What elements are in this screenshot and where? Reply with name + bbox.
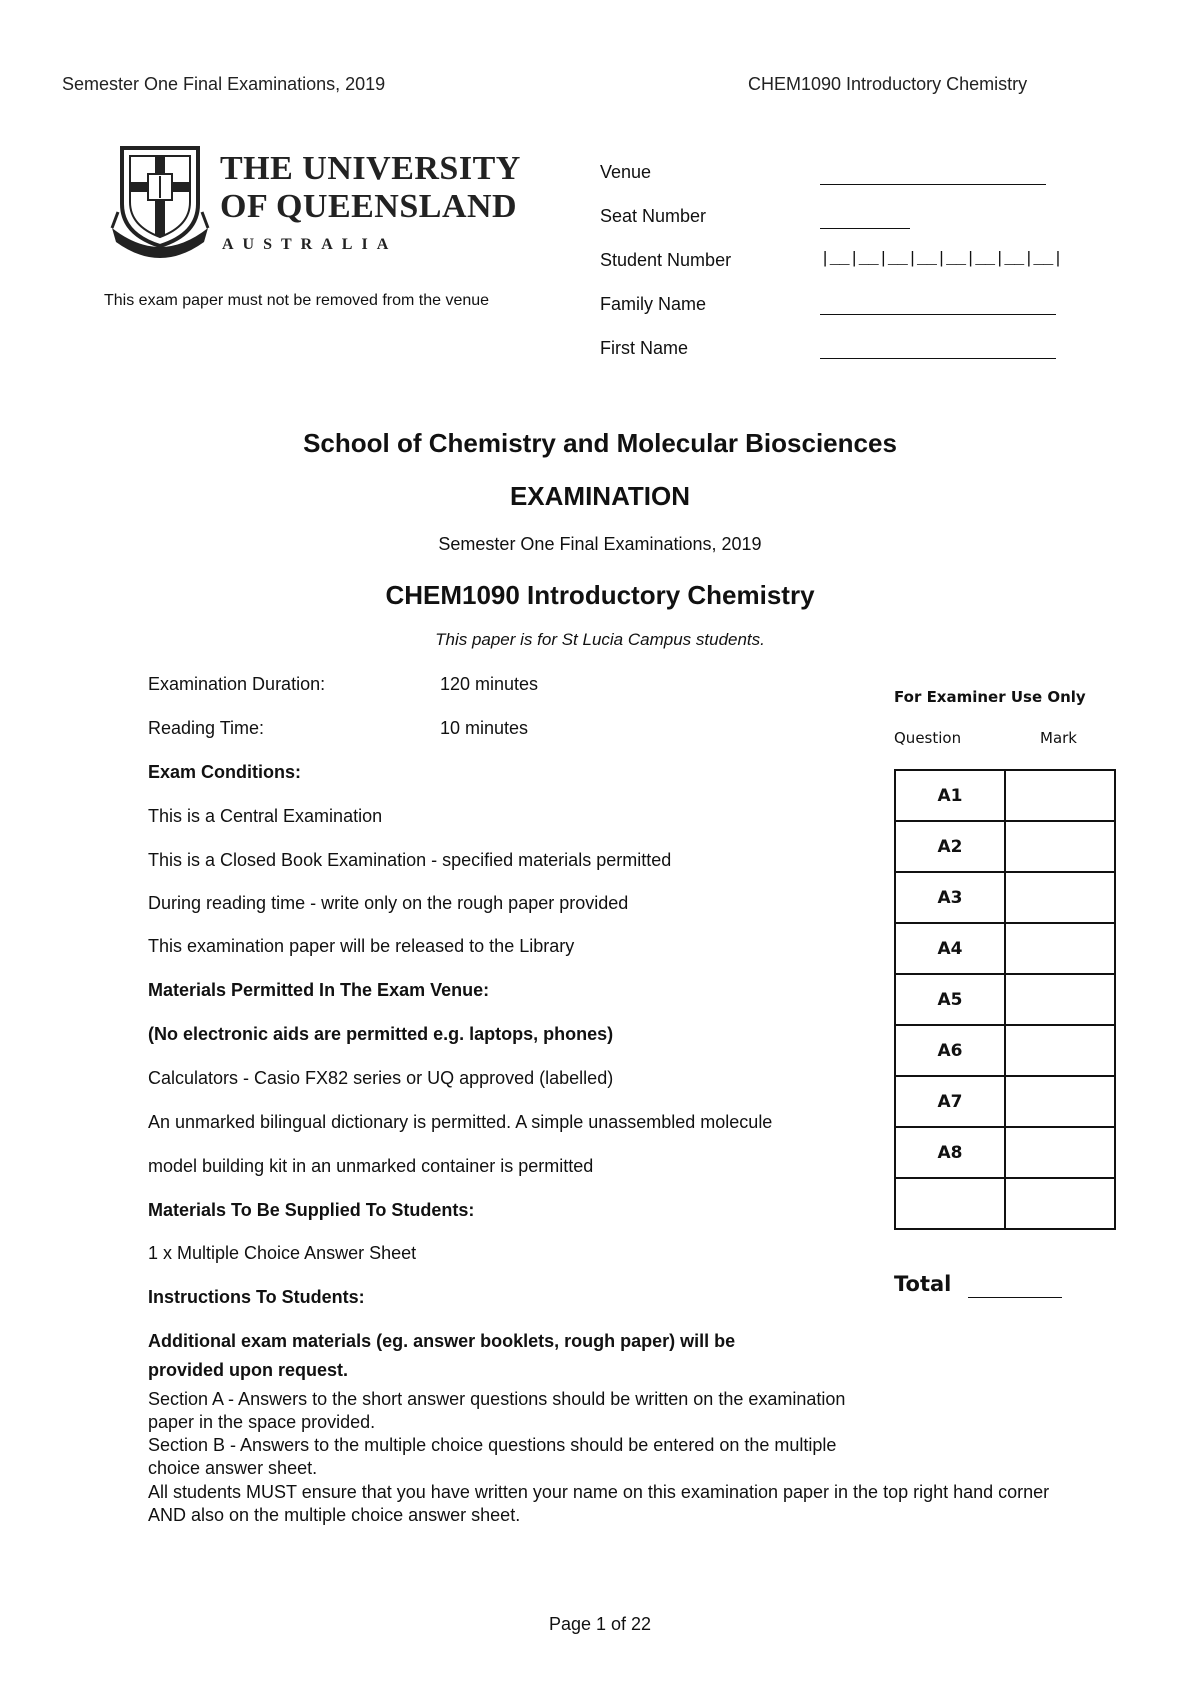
marks-row	[895, 872, 1115, 923]
question-cell: A1	[895, 770, 1005, 821]
seat-number-field[interactable]	[820, 228, 910, 229]
examiner-use-title: For Examiner Use Only	[894, 688, 1086, 706]
condition-item: This is a Closed Book Examination - specified materials permitted	[148, 850, 672, 870]
uq-logo	[108, 142, 528, 262]
question-cell: A7	[895, 1076, 1005, 1127]
marks-row	[895, 1076, 1115, 1127]
instructions-bold-line-2: provided upon request.	[148, 1360, 349, 1380]
semester-title: Semester One Final Examinations, 2019	[438, 534, 762, 554]
student-number-label: Student Number	[600, 250, 732, 270]
header-left: Semester One Final Examinations, 2019	[62, 74, 386, 94]
material-item: An unmarked bilingual dictionary is permitted. A simple unassembled molecule	[148, 1112, 773, 1132]
mark-cell[interactable]	[1005, 1178, 1115, 1229]
question-cell: A3	[895, 872, 1005, 923]
marks-row	[895, 974, 1115, 1025]
condition-item: This is a Central Examination	[148, 806, 383, 826]
logo-line-1: THE UNIVERSITY	[220, 150, 521, 187]
reading-time-value: 10 minutes	[440, 718, 529, 738]
school-title: School of Chemistry and Molecular Biosciences	[303, 428, 897, 458]
marks-row	[895, 821, 1115, 872]
marks-row	[895, 770, 1115, 821]
condition-item: This examination paper will be released to the Library	[148, 936, 575, 956]
examiner-marks-table	[894, 769, 1116, 1230]
family-name-label: Family Name	[600, 294, 707, 314]
student-number-field[interactable]: |__|__|__|__|__|__|__|__|	[820, 250, 1063, 269]
question-cell: A8	[895, 1127, 1005, 1178]
logo-line-2: OF QUEENSLAND	[220, 188, 518, 225]
materials-permitted-heading: Materials Permitted In The Exam Venue:	[148, 980, 490, 1000]
family-name-field[interactable]	[820, 314, 1056, 315]
instructions-bold-line-1: Additional exam materials (eg. answer booklets, rough paper) will be	[148, 1331, 736, 1351]
question-cell: A4	[895, 923, 1005, 974]
mark-cell[interactable]	[1005, 872, 1115, 923]
instructions-heading: Instructions To Students:	[148, 1287, 365, 1307]
question-cell: A6	[895, 1025, 1005, 1076]
logo-line-3: AUSTRALIA	[222, 236, 398, 253]
marks-row	[895, 1025, 1115, 1076]
uq-crest-icon	[108, 142, 212, 260]
marks-row	[895, 923, 1115, 974]
material-item: Calculators - Casio FX82 series or UQ approved (labelled)	[148, 1068, 614, 1088]
marks-row	[895, 1178, 1115, 1229]
duration-label: Examination Duration:	[148, 674, 326, 694]
question-column-header: Question	[894, 729, 962, 747]
page-number: Page 1 of 22	[548, 1614, 652, 1634]
instruction-names: All students MUST ensure that you have written your name on this examination paper in the top right hand corner AND also on the multiple choice answer sheet.	[148, 1482, 1050, 1525]
instruction-section-b: Section B - Answers to the multiple choice questions should be entered on the multiple choice answer sheet.	[148, 1435, 837, 1478]
question-cell: A2	[895, 821, 1005, 872]
mark-column-header: Mark	[1040, 729, 1077, 747]
removal-notice: This exam paper must not be removed from the venue	[104, 292, 490, 309]
mark-cell[interactable]	[1005, 1127, 1115, 1178]
seat-number-label: Seat Number	[600, 206, 707, 226]
first-name-field[interactable]	[820, 358, 1056, 359]
material-item: model building kit in an unmarked container is permitted	[148, 1156, 594, 1176]
course-title: CHEM1090 Introductory Chemistry	[385, 580, 815, 610]
mark-cell[interactable]	[1005, 1076, 1115, 1127]
venue-field[interactable]	[820, 184, 1046, 185]
reading-time-label: Reading Time:	[148, 718, 265, 738]
mark-cell[interactable]	[1005, 770, 1115, 821]
exam-title: EXAMINATION	[509, 481, 691, 511]
duration-value: 120 minutes	[440, 674, 539, 694]
total-label: Total	[894, 1272, 952, 1296]
supplied-item: 1 x Multiple Choice Answer Sheet	[148, 1243, 417, 1263]
instruction-section-a: Section A - Answers to the short answer questions should be written on the examination paper in the space provided.	[148, 1389, 846, 1432]
mark-cell[interactable]	[1005, 923, 1115, 974]
materials-permitted-subheading: (No electronic aids are permitted e.g. laptops, phones)	[148, 1024, 614, 1044]
campus-note: This paper is for St Lucia Campus students.	[435, 630, 765, 649]
conditions-heading: Exam Conditions:	[148, 762, 302, 782]
total-field[interactable]	[968, 1297, 1062, 1298]
marks-row	[895, 1127, 1115, 1178]
mark-cell[interactable]	[1005, 974, 1115, 1025]
question-cell: A5	[895, 974, 1005, 1025]
mark-cell[interactable]	[1005, 1025, 1115, 1076]
materials-supplied-heading: Materials To Be Supplied To Students:	[148, 1200, 475, 1220]
condition-item: During reading time - write only on the rough paper provided	[148, 893, 629, 913]
question-cell	[895, 1178, 1005, 1229]
venue-label: Venue	[600, 162, 652, 182]
header-right: CHEM1090 Introductory Chemistry	[748, 74, 1028, 94]
mark-cell[interactable]	[1005, 821, 1115, 872]
first-name-label: First Name	[600, 338, 689, 358]
